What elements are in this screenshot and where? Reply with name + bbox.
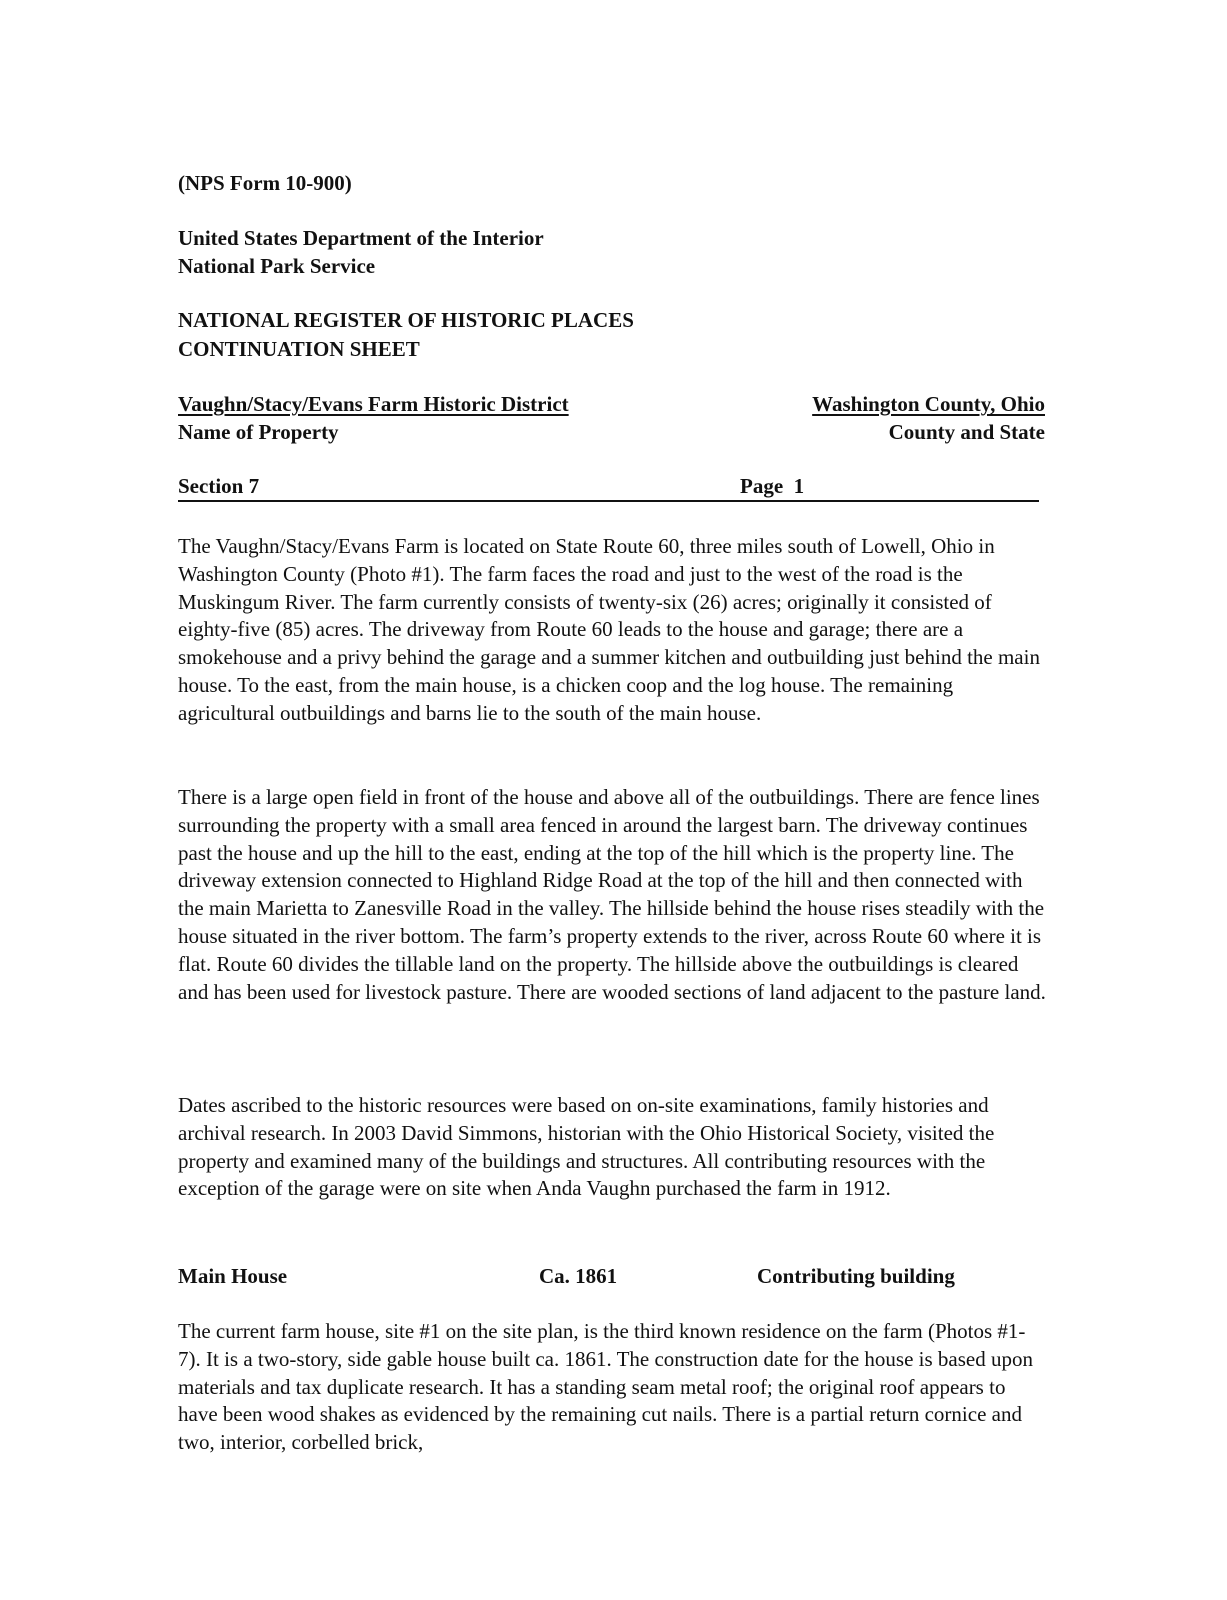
paragraph-main-house: The current farm house, site #1 on the site plan, is the third known residence on the farm (Photos #1-7). It is a two-story, side gable house built ca. 1861. The construction date for the house is based upon materials and tax duplicate research. It has a standing seam metal roof; the original roof appears to have been wood shakes as evidenced by the remaining cut nails. There is a partial return cornice and two, interior, corbelled brick, <box>178 1319 1033 1455</box>
sheet-title: CONTINUATION SHEET <box>178 337 420 361</box>
resource-name: Main House <box>178 1264 288 1288</box>
register-title-block <box>178 306 634 364</box>
form-number: (NPS Form 10-900) <box>178 171 352 195</box>
resource-date: Ca. 1861 <box>539 1264 618 1288</box>
property-name: Vaughn/Stacy/Evans Farm Historic District <box>178 392 569 416</box>
section-page-line <box>178 474 1039 502</box>
county-state-label: County and State <box>888 420 1045 444</box>
county-state: Washington County, Ohio <box>812 392 1045 416</box>
resource-status: Contributing building <box>757 1264 955 1288</box>
paragraph-location: The Vaughn/Stacy/Evans Farm is located on State Route 60, three miles south of Lowell, Ohio in Washington County (Photo #1). The farm faces the road and just to the west of the road is the Muskingum River. The farm currently consists of twenty-six (26) acres; originally it consisted of eighty-five (85) acres. The driveway from Route 60 leads to the house and garage; there are a smokehouse and a privy behind the garage and a summer kitchen and outbuilding just behind the main house. To the east, from the main house, is a chicken coop and the log house. The remaining agricultural outbuildings and barns lie to the south of the main house. <box>178 534 1040 725</box>
department-name: United States Department of the Interior <box>178 226 544 250</box>
agency-block <box>178 224 544 280</box>
section-number: Section 7 <box>178 474 260 498</box>
register-title: NATIONAL REGISTER OF HISTORIC PLACES <box>178 308 634 332</box>
page-number: Page 1 <box>740 474 805 498</box>
property-name-block <box>178 390 569 446</box>
paragraph-setting: There is a large open field in front of the house and above all of the outbuildings. There are fence lines surrounding the property with a small area fenced in around the largest barn. The driveway continues past the house and up the hill to the east, ending at the top of the hill which is the property line. The driveway extension connected to Highland Ridge Road at the top of the hill and then connected with the main Marietta to Zanesville Road in the valley. The hillside behind the house rises steadily with the house situated in the river bottom. The farm’s property extends to the river, across Route 60 where it is flat. Route 60 divides the tillable land on the property. The hillside above the outbuildings is cleared and has been used for livestock pasture. There are wooded sections of land adjacent to the pasture land. <box>178 785 1046 1004</box>
county-state-block <box>812 390 1045 446</box>
paragraph-dating: Dates ascribed to the historic resources were based on on-site examinations, family histories and archival research. In 2003 David Simmons, historian with the Ohio Historical Society, visited the property and examined many of the buildings and structures. All contributing resources with the exception of the garage were on site when Anda Vaughn purchased the farm in 1912. <box>178 1093 995 1201</box>
service-name: National Park Service <box>178 254 376 278</box>
resource-heading <box>178 1264 1039 1292</box>
property-name-label: Name of Property <box>178 420 339 444</box>
